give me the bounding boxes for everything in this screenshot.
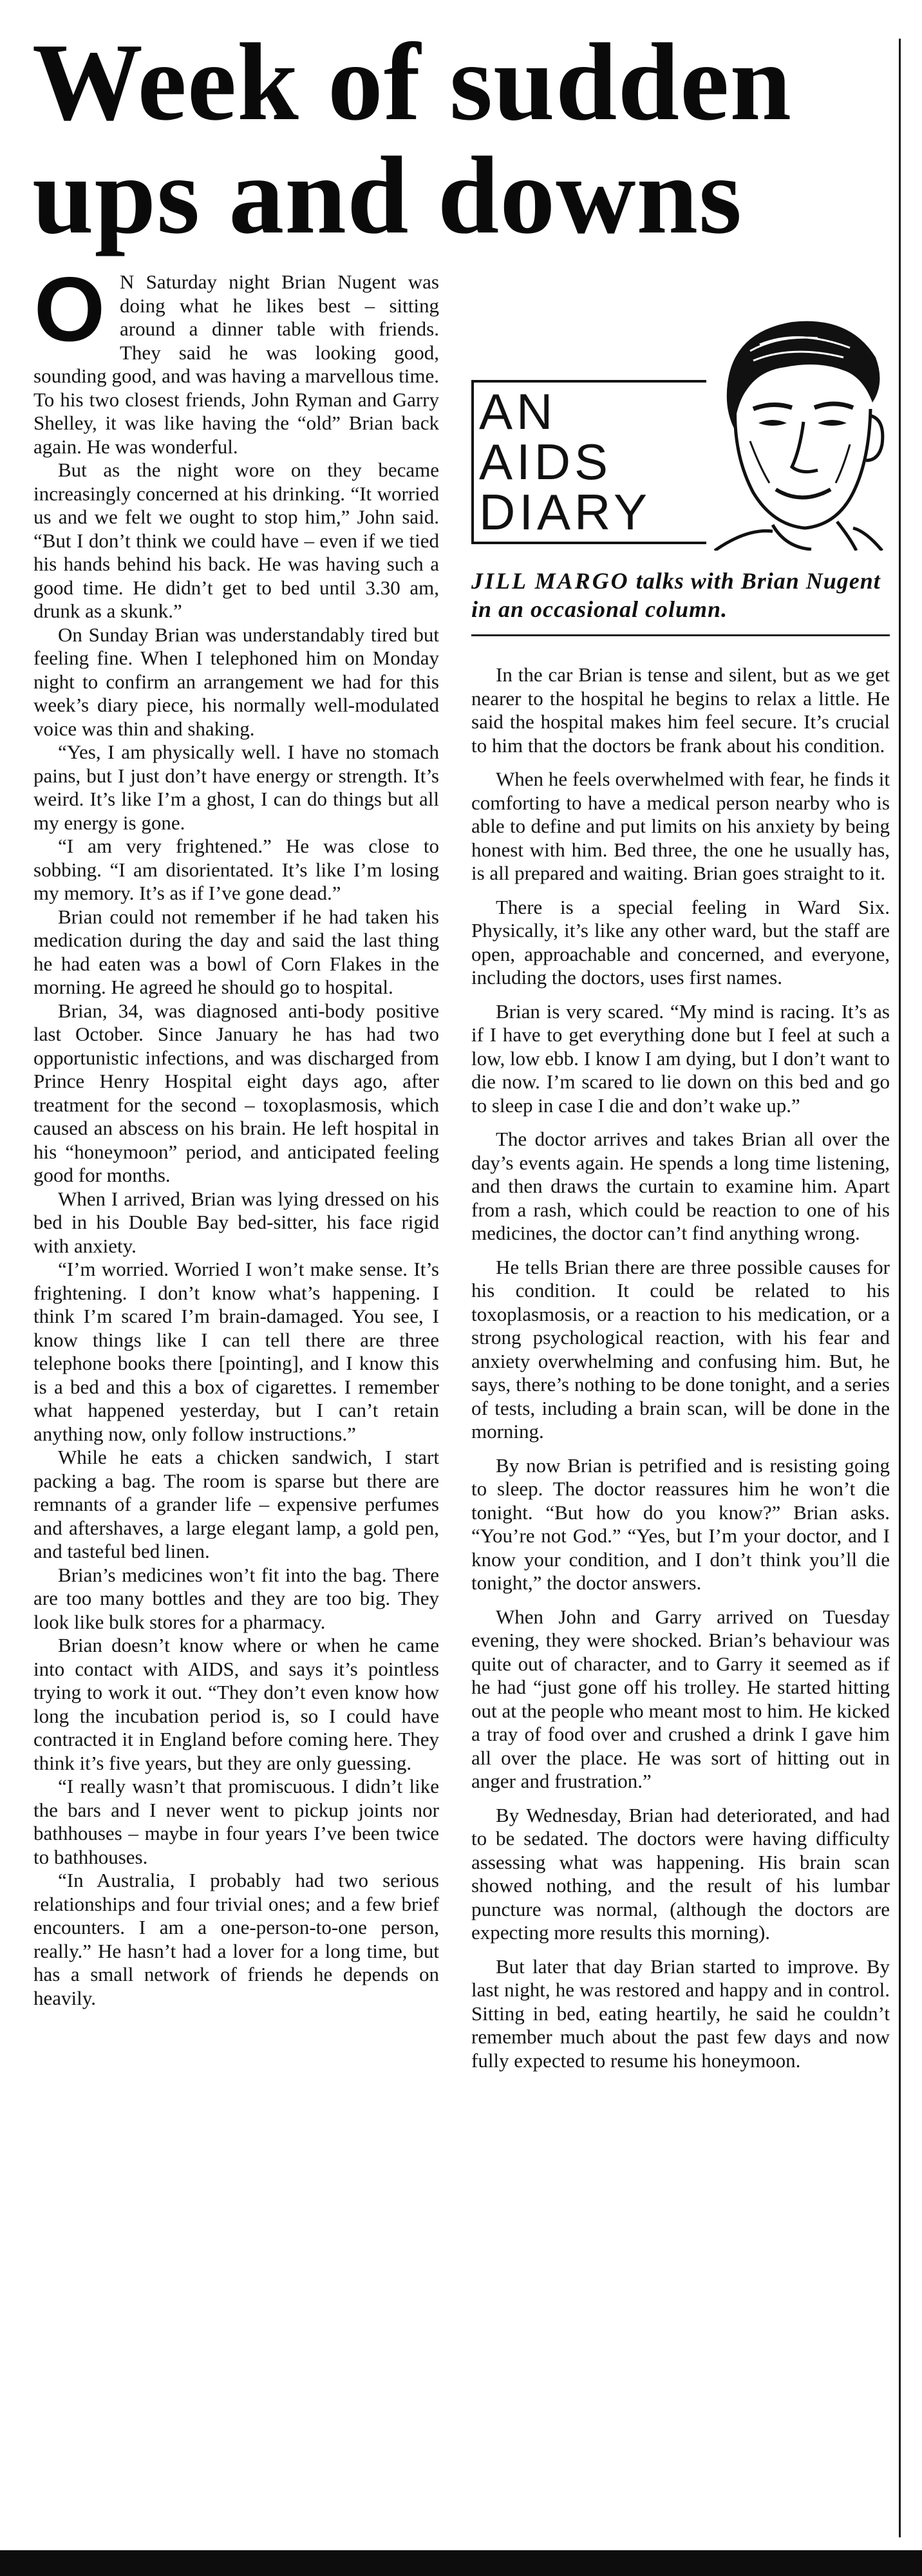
paragraph: By now Brian is petrified and is resisting going to sleep. The doctor reassures him he won’t die tonight. “But how do you know?” Brian asks. “You’re not God.” “Yes, but I’m your doctor, and I know your condition, and I don’t think you’ll die tonight,” the doctor answers.	[471, 1454, 890, 1594]
headline-line-1: Week of sudden	[32, 21, 793, 144]
paragraph: When he feels overwhelmed with fear, he finds it comforting to have a medical person nearby who is able to define and put limits on his anxiety by being honest with him. Bed three, the one he usually has, is all prepared and waiting. Brian goes straight to it.	[471, 768, 890, 884]
portrait-sketch-icon	[689, 306, 901, 551]
paragraph: “I’m worried. Worried I won’t make sense. It’s frightening. I don’t know what’s happening. I think I’m scared I’m brain-damaged. You see, I know things like I can tell there are three telephone books there [pointing], and I know this is a bed and this a box of cigarettes. I remember what happened yesterday, but I can’t retain anything now, only follow instructions.”	[33, 1258, 439, 1445]
paragraph: He tells Brian there are three possible causes for his condition. It could be related to his toxoplasmosis, or a reaction to his medication, or a strong psychological reaction, with his fear and anxiety overwhelming and confusing him. But, he says, there’s nothing to be done tonight, and a series of tests, including a brain scan, will be done in the morning.	[471, 1255, 890, 1443]
byline	[471, 567, 896, 623]
diary-label-line-1: AN	[479, 383, 557, 440]
paragraph: Brian is very scared. “My mind is racing. It’s as if I have to get everything done but I feel at such a low, low ebb. I know I am dying, but I don’t want to die now. I’m scared to lie down on this bed and go to sleep in case I die and don’t wake up.”	[471, 999, 890, 1117]
paragraph: Brian’s medicines won’t fit into the bag. There are too many bottles and they are too big. They look like bulk stores for a pharmacy.	[33, 1563, 439, 1633]
paragraph: “I am very frightened.” He was close to sobbing. “I am disorientated. It’s like I’m losing my memory. It’s as if I’ve gone dead.”	[33, 835, 439, 904]
headline	[32, 21, 895, 257]
byline-text: talks with Brian Nugent in an occasional column.	[471, 568, 881, 622]
bottom-border-bar	[0, 2550, 922, 2576]
paragraph: In the car Brian is tense and silent, but as we get nearer to the hospital he begins to relax a little. He said the hospital makes him feel secure. It’s crucial to him that the doctors be frank about his condition.	[471, 663, 890, 757]
paragraph: “I really wasn’t that promiscuous. I didn’t like the bars and I never went to pickup joints nor bathhouses – maybe in four years I’ve been twice to bathhouses.	[33, 1775, 439, 1868]
paragraph: But later that day Brian started to improve. By last night, he was restored and happy and in control. Sitting in bed, eating heartily, he said he couldn’t remember much about the past few days and now fully expected to resume his honeymoon.	[471, 1955, 890, 2072]
paragraph: When John and Garry arrived on Tuesday evening, they were shocked. Brian’s behaviour was quite out of character, and to Garry it seemed as if he had “just gone off his trolley. He started hitting out at the people who meant most to him. He kicked a tray of food over and crushed a drink I gave him all over the place. He was sort of hitting out in anger and frustration.”	[471, 1605, 890, 1792]
paragraph: The doctor arrives and takes Brian all over the day’s events again. He spends a long time listening, and then draws the curtain to examine him. Apart from a rash, which could be reaction to one of his medicines, the doctor can’t find anything wrong.	[471, 1128, 890, 1244]
diary-label-line-3: DIARY	[479, 484, 651, 540]
paragraph: There is a special feeling in Ward Six. Physically, it’s like any other ward, but the staff are open, approachable and concerned, and everyone, including the doctors, uses first names.	[471, 895, 890, 989]
lead-paragraph	[33, 258, 439, 459]
headline-line-2: ups and downs	[32, 135, 743, 257]
byline-author: JILL MARGO	[471, 568, 630, 594]
paragraph: Brian could not remember if he had taken his medication during the day and said the last thing he had eaten was a bowl of Corn Flakes in the morning. He agreed he should go to hospital.	[33, 905, 439, 998]
paragraph: While he eats a chicken sandwich, I start packing a bag. The room is sparse but there are remnants of a grander life – expensive perfumes and aftershaves, a large elegant lamp, a gold pen, and tasteful bed linen.	[33, 1446, 439, 1562]
paragraph: “In Australia, I probably had two serious relationships and four trivial ones; and a few brief encounters. I am a one-person-to-one person, really.” He hasn’t had a lover for a long time, but has a small network of friends he depends on heavily.	[33, 1869, 439, 2009]
article-column-2	[471, 663, 890, 2083]
paragraph: “Yes, I am physically well. I have no stomach pains, but I just don’t have energy or strength. It’s weird. It’s like I’m a ghost, I can do things but all my energy is gone.	[33, 741, 439, 834]
paragraph: On Sunday Brian was understandably tired but feeling fine. When I telephoned him on Monday night to confirm an arrangement we had for this week’s diary piece, his normally well-modulated voice was thin and shaking.	[33, 623, 439, 740]
paragraph: By Wednesday, Brian had deteriorated, and had to be sedated. The doctors were having difficulty assessing what was happening. His brain scan showed nothing, and the result of his lumbar puncture was normal, (although the doctors are expecting more results this morning).	[471, 1803, 890, 1944]
paragraph: Brian doesn’t know where or when he came into contact with AIDS, and says it’s pointless trying to work it out. “They don’t even know how long the incubation period is, so I could have contracted it in England before coming here. They think it’s five years, but they are only guessing.	[33, 1634, 439, 1774]
article-column-1	[33, 258, 439, 2010]
paragraph: But as the night wore on they became increasingly concerned at his drinking. “It worried us and we felt we ought to stop him,” John said. “But I don’t think we could have – even if we tied his hands behind his back. He was having such a good time. He didn’t get to bed until 3.30 am, drunk as a skunk.”	[33, 459, 439, 622]
byline-rule	[471, 634, 890, 636]
drop-cap: O	[33, 258, 106, 361]
paragraph: Brian, 34, was diagnosed anti-body positive last October. Since January he has had two opportunistic infections, and was discharged from Prince Henry Hospital eight days ago, after treatment for the second – toxoplasmosis, which caused an abscess on his brain. He left hospital in his “honeymoon” period, and anticipated feeling good for months.	[33, 999, 439, 1186]
lead-text: N Saturday night Brian Nugent was doing what he likes best – sitting around a dinner table with friends. They said he was looking good, sounding good, and was having a marvellous time. To his two closest friends, John Ryman and Garry Shelley, it was like having the “old” Brian back again. He was wonderful.	[33, 270, 439, 458]
paragraph: When I arrived, Brian was lying dressed on his bed in his Double Bay bed-sitter, his face rigid with anxiety.	[33, 1187, 439, 1257]
diary-label	[479, 383, 698, 540]
diary-label-line-2: AIDS	[479, 433, 612, 490]
